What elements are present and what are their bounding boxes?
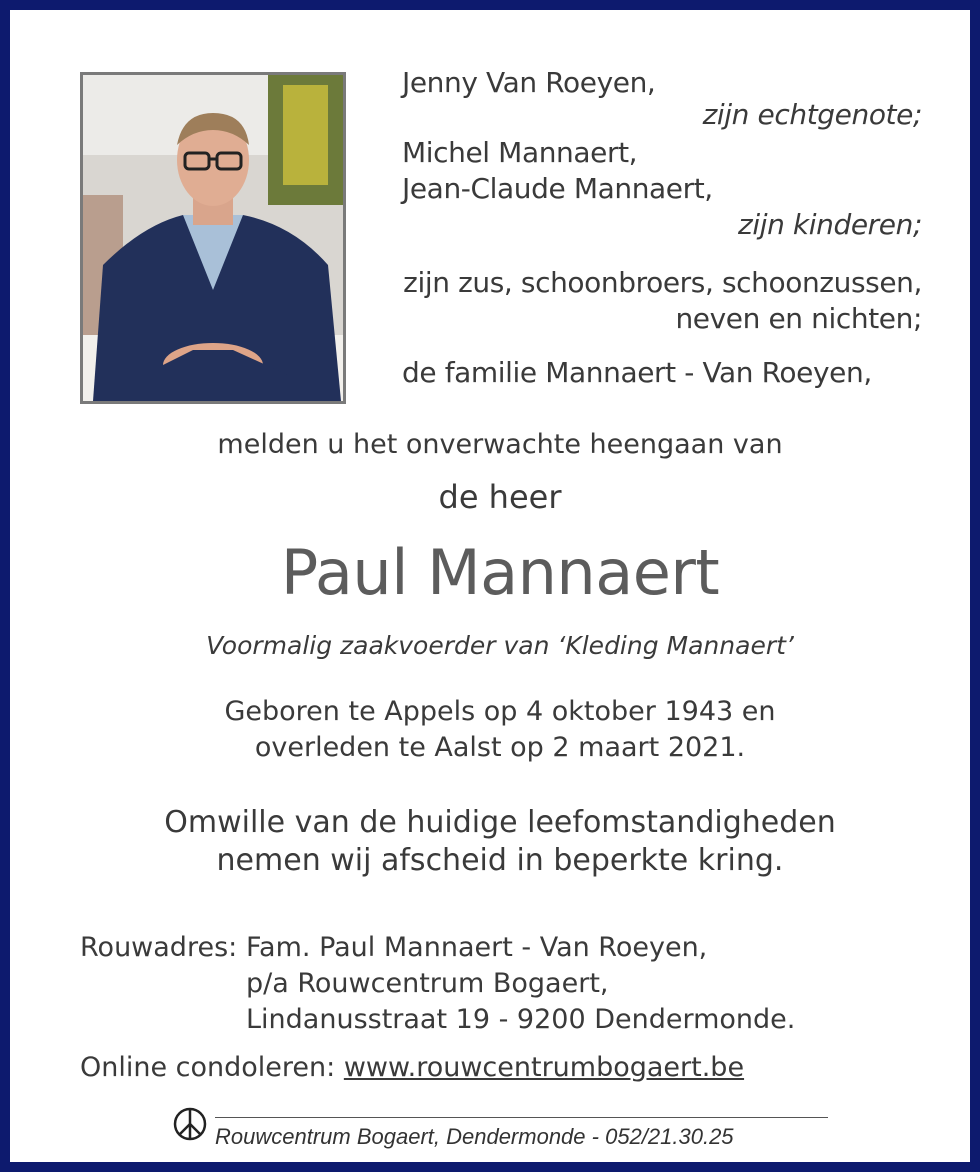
deceased-title: de heer — [438, 478, 562, 516]
spouse-relation: zijn echtgenote; — [702, 98, 922, 131]
child-name-2: Jean-Claude Mannaert, — [402, 172, 713, 205]
deceased-name: Paul Mannaert — [280, 536, 720, 609]
peace-symbol-icon — [173, 1107, 207, 1141]
spouse-name: Jenny Van Roeyen, — [402, 66, 656, 99]
death-line: overleden te Aalst op 2 maart 2021. — [254, 732, 746, 763]
online-label: Online condoleren: — [80, 1052, 336, 1083]
birth-death-block — [10, 694, 980, 766]
address-line-3: Lindanusstraat 19 - 9200 Dendermonde. — [246, 1004, 796, 1035]
family-line: de familie Mannaert - Van Roeyen, — [402, 356, 872, 389]
footer-text: Rouwcentrum Bogaert, Dendermonde - 052/21.30.25 — [215, 1124, 734, 1149]
notice-line-2: nemen wij afscheid in beperkte kring. — [216, 843, 784, 878]
relatives-line-1: zijn zus, schoonbroers, schoonzussen, — [403, 266, 922, 299]
children-relation: zijn kinderen; — [738, 208, 922, 241]
address-label: Rouwadres: — [80, 932, 238, 963]
birth-line: Geboren te Appels op 4 oktober 1943 en — [224, 696, 776, 727]
child-name-1: Michel Mannaert, — [402, 136, 638, 169]
announcement-intro: melden u het onverwachte heengaan van — [217, 429, 783, 460]
address-line-1: Fam. Paul Mannaert - Van Roeyen, — [246, 932, 708, 963]
footer-divider — [215, 1117, 828, 1118]
portrait-illustration — [83, 75, 343, 401]
deceased-role: Voormalig zaakvoerder van ‘Kleding Mannaert’ — [206, 631, 794, 660]
farewell-notice — [10, 804, 980, 880]
address-line-2: p/a Rouwcentrum Bogaert, — [246, 968, 609, 999]
deceased-portrait-photo — [80, 72, 346, 404]
condolence-link[interactable]: www.rouwcentrumbogaert.be — [343, 1052, 745, 1083]
notice-line-1: Omwille van de huidige leefomstandigheden — [164, 805, 836, 840]
relatives-line-2: neven en nichten; — [675, 302, 922, 335]
online-condolence — [80, 1050, 744, 1086]
